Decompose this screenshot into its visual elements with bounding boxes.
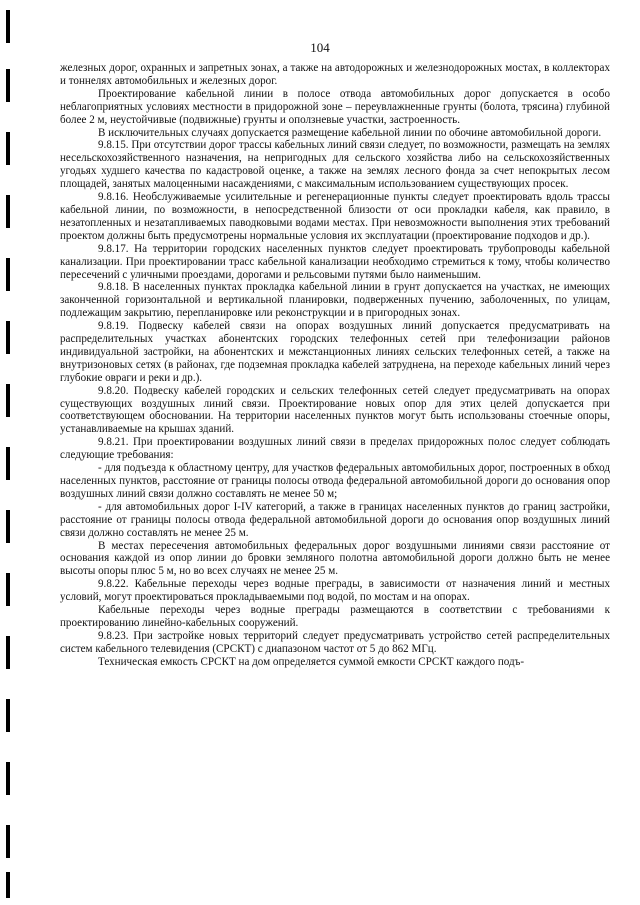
binding-mark — [6, 321, 10, 354]
binding-mark — [6, 258, 10, 291]
paragraph: - для автомобильных дорог I-IV категорий, а также в границах населенных пунктов до границ застройки, расстояние от границы полосы отвода федеральной автомобильной дороги до основания опор воздушных линий связи должно составлять не менее 25 м. — [60, 500, 610, 539]
paragraph: железных дорог, охранных и запретных зонах, а также на автодорожных и железнодорожных мостах, в коллекторах и тоннелях автомобильных и железных дорог. — [60, 62, 610, 87]
paragraph: 9.8.22. Кабельные переходы через водные преграды, в зависимости от назначения линий и местных условий, могут проектироваться прокладываемыми под водой, по мостам и на опорах. — [60, 578, 610, 604]
binding-mark — [6, 510, 10, 543]
paragraph: - для подъезда к областному центру, для участков федеральных автомобильных дорог, построенных в обход населенных пунктов, расстояние от границы полосы отвода федеральной автомобильной дороги до основания опор воздушных линий связи должно составлять не менее 50 м; — [60, 462, 610, 500]
binding-marks — [0, 0, 22, 905]
paragraph: 9.8.19. Подвеску кабелей связи на опорах воздушных линий допускается предусматривать на распределительных участках абонентских городских телефонных сетей при телефонизации районов индивидуальной застройки, на абонентских и межстанционных линиях сельских телефонных сетей, а также на внутризоновых сетях (в районах, где подземная прокладка кабелей затруднена, на переходе кабельных линий через глубокие овраги и реки и др.). — [60, 320, 610, 384]
paragraph: 9.8.20. Подвеску кабелей городских и сельских телефонных сетей следует предусматривать на опорах существующих воздушных линий связи. Проектирование новых опор для этих целей допускается при соответствующем обосновании. На территории населенных пунктов могут быть использованы стоечные опоры, устанавливаемые на крышах зданий. — [60, 384, 610, 436]
binding-mark — [6, 872, 10, 898]
paragraph: Кабельные переходы через водные преграды размещаются в соответствии с требованиями к проектированию линейно-кабельных сооружений. — [60, 604, 610, 629]
paragraph: Проектирование кабельной линии в полосе отвода автомобильных дорог допускается в особо неблагоприятных условиях местности в придорожной зоне – переувлажненные грунты (болота, трясина) глубиной более 2 м, неустойчивые (подвижные) грунты и оползневые участки, застроенность. — [60, 87, 610, 126]
binding-mark — [6, 573, 10, 606]
paragraph: В исключительных случаях допускается размещение кабельной линии по обочине автомобильной дороги. — [98, 126, 602, 139]
binding-mark — [6, 636, 10, 669]
binding-mark — [6, 132, 10, 165]
binding-mark — [6, 447, 10, 480]
paragraph: В местах пересечения автомобильных федеральных дорог воздушными линиями связи расстояние от основания каждой из опор линии до бровки земляного полотна автомобильной дороги должно быть не менее высоты опоры плюс 5 м, но во всех случаях не менее 25 м. — [60, 539, 610, 578]
binding-mark — [6, 10, 10, 43]
binding-mark — [6, 195, 10, 228]
binding-mark — [6, 762, 10, 795]
document-body — [60, 62, 610, 669]
binding-mark — [6, 699, 10, 732]
paragraph: 9.8.15. При отсутствии дорог трассы кабельных линий связи следует, по возможности, размещать на землях несельскохозяйственного назначения, на непригодных для сельского хозяйства либо на сельскохозяйственных угодьях худшего качества по кадастровой оценке, а также на землях лесного фонда за счет непокрытых лесом площадей, занятых малоценными насаждениями, с максимальным использованием существующих просек. — [60, 139, 610, 191]
page-number: 104 — [310, 40, 330, 55]
paragraph: 9.8.17. На территории городских населенных пунктов следует проектировать трубопроводы кабельной канализации. При проектировании трасс кабельной канализации необходимо стремиться к тому, чтобы количество пересечений с уличными проездами, дорогами и рельсовыми путями было наименьшим. — [60, 242, 610, 281]
binding-mark — [6, 825, 10, 858]
paragraph: 9.8.18. В населенных пунктах прокладка кабельной линии в грунт допускается на участках, не имеющих законченной горизонтальной и вертикальной планировки, подверженных пучению, заболоченных, по улицам, подлежащим закрытию, перепланировке или реконструкции и в пригородных зонах. — [60, 281, 610, 320]
paragraph: 9.8.16. Необслуживаемые усилительные и регенерационные пункты следует проектировать вдоль трассы кабельной линии, по возможности, в непосредственной близости от оси прокладки кабеля, как правило, в незатопленных и незатапливаемых паводковыми водами местах. При невозможности выполнения этих требований проектом должны быть предусмотрены нормальные условия их эксплуатации (проектирование подходов и др.). — [60, 191, 610, 242]
paragraph: 9.8.23. При застройке новых территорий следует предусматривать устройство сетей распределительных систем кабельного телевидения (СРСКТ) с диапазоном частот от 5 до 862 МГц. — [60, 629, 610, 655]
paragraph: Техническая емкость СРСКТ на дом определяется суммой емкости СРСКТ каждого подъ- — [98, 655, 525, 668]
binding-mark — [6, 384, 10, 417]
paragraph: 9.8.21. При проектировании воздушных линий связи в пределах придорожных полос следует соблюдать следующие требования: — [60, 436, 610, 462]
binding-mark — [6, 69, 10, 102]
